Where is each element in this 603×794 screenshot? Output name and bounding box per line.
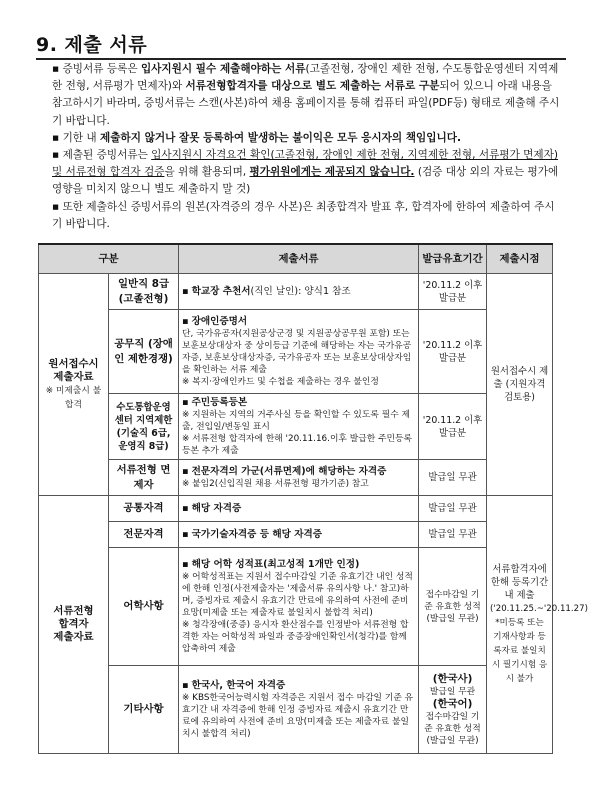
document-title: 주민등록등본 — [191, 397, 248, 408]
valid-heading: (한국사) — [432, 672, 473, 685]
valid-heading: (한국어) — [432, 697, 473, 710]
row-document: ▪ 주민등록등본 ※ 지원하는 지역의 거주사실 등을 확인할 수 있도록 필수 제출, 전입일/변동일 표시 ※ 서류전형 합격자에 한해 '20.11.16.이후 발급한 주민등록등본 추가 제출 — [179, 394, 419, 460]
row-valid-period: '20.11.2 이후 발급분 — [419, 394, 487, 460]
notice-text: 을 위해 활용되며, — [164, 166, 250, 179]
documents-table — [38, 243, 588, 754]
document-note: ※ 청각장애(중증) 응시자 환산점수를 인정받아 서류전형 합격한 자는 어학성적 파일과 중증장애인확인서(청각)를 함께 압축하여 제출 — [182, 620, 409, 654]
row-valid-period — [419, 666, 487, 754]
group-label: 제출자료 — [53, 370, 94, 383]
row-document: ▪ 전문자격의 가군(서류면제)에 해당하는 자격증 ※ 붙임2(신입직원 채용 서류전형 평가기준) 참고 — [179, 460, 419, 496]
document-note: ※ 복지·장애인카드 및 수첩을 제출하는 경우 불인정 — [182, 377, 379, 387]
row-subcategory: 공통자격 — [109, 496, 179, 522]
document-note: ※ 지원하는 지역의 거주사실 등을 확인할 수 있도록 필수 제출, 전입일/변동일 표시 — [182, 410, 411, 432]
notice-bold: 서류전형합격자를 대상으로 별도 제출하는 서류로 구분 — [185, 80, 440, 93]
document-note: ※ 어학성적표는 지원서 접수마감일 기준 유효기간 내인 성적에 한해 인정(사전제출자는 '제출서류 유의사항 나.' 참고)하며, 증빙자료 제출시 유효기간 만료에 유의하여 사전에 준비 요망(미제출 또는 제출자료 불일치시 불합격 처리) — [182, 572, 413, 618]
document-title: 해당 어학 성적표(최고성적 1개만 인정) — [191, 559, 360, 570]
table-row — [39, 310, 553, 394]
group-application-docs — [39, 274, 109, 496]
document-note: ※ 붙임2(신입직원 채용 서류전형 평가기준) 참고 — [182, 479, 369, 489]
row-subcategory: 어학사항 — [109, 548, 179, 666]
notice-item: ▪ 또한 제출하신 증빙서류의 원본(자격증의 경우 사본)은 최종합격자 발표 후, 합격자에 한하여 제출하여 주시기 바랍니다. — [52, 200, 555, 230]
document-title: 국가기술자격증 등 해당 자격증 — [191, 529, 323, 540]
document-title: 장애인증명서 — [191, 316, 248, 327]
header-valid-period: 발급유효기간 — [419, 244, 487, 274]
submit-note: *미등록 또는 기재사항과 등록자료 불일치시 필기시험 응시 불가 — [491, 618, 548, 684]
row-document: ▪ 한국사, 한국어 자격증 ※ KBS한국어능력시험 자격증은 지원서 접수 마감일 기준 유효기간 내 자격증에 한해 인정 증빙자료 제출시 유효기간 만료에 유의하여 사전에 준비 요망(미제출 또는 제출자료 불일치시 불합격 처리) — [179, 666, 419, 754]
notice-text: 기한 내 — [62, 131, 100, 144]
group-label: 원서접수시 — [48, 357, 99, 370]
section-title-rule — [36, 58, 566, 60]
group-label: 합격자 — [58, 618, 89, 630]
row-subcategory: 전문자격 — [109, 522, 179, 548]
row-subcategory: 일반직 8급 (고졸전형) — [109, 274, 179, 310]
document-title: 해당 자격증 — [191, 503, 242, 514]
row-subcategory: 공무직 (장애인 제한경쟁) — [109, 310, 179, 394]
row-document: ▪ 해당 자격증 — [179, 496, 419, 522]
notice-text: 또한 제출하신 증빙서류의 원본(자격증의 경우 사본)은 최종합격자 발표 후, 합격자에 한하여 제출하여 주시기 바랍니다. — [52, 200, 555, 230]
row-document: ▪ 해당 어학 성적표(최고성적 1개만 인정) ※ 어학성적표는 지원서 접수마감일 기준 유효기간 내인 성적에 한해 인정(사전제출자는 '제출서류 유의사항 나.' 참고)하며, 증빙자료 제출시 유효기간 만료에 유의하여 사전에 준비 요망(미제출 또는 제출자료 불일치시 불합격 처리) ※ 청각장애(중증) 응시자 환산점수를 인정받아 서류전형 합격한 자는 어학성적 파일과 중증장애인확인서(청각)를 함께 압축하여 제출 — [179, 548, 419, 666]
row-document: ▪ 장애인증명서 단, 국가유공자(지원공상군경 및 지원공상공무원 포함) 또는 보훈보상대상자 중 상이등급 기준에 해당하는 자는 국가유공자증, 보훈보상대상자증, 국가유공자 또는 보훈보상대상자임을 확인하는 서류 제출 ※ 복지·장애인카드 및 수첩을 제출하는 경우 불인정 — [179, 310, 419, 394]
document-note: ※ 서류전형 합격자에 한해 '20.11.16.이후 발급한 주민등록등본 추가 제출 — [182, 434, 413, 456]
table-row — [39, 666, 553, 754]
document-detail: (직인 날인): 양식1 참조 — [250, 286, 351, 297]
group-passed-docs — [39, 496, 109, 754]
table-row — [39, 274, 553, 310]
row-valid-period: 발급일 무관 — [419, 496, 487, 522]
header-submit-time: 제출시점 — [487, 244, 553, 274]
notice-underline: 입사지원시 자격요건 확인(고졸전형, 장애인 제한 전형, 지역제한 전형, 서류평가 면제자) 및 서류전형 합격자 검증 — [52, 149, 559, 179]
table-row — [39, 548, 553, 666]
notice-bold: 입사지원시 필수 제출해야하는 서류 — [140, 63, 306, 75]
valid-text: 접수마감일 기준 유효한 성적 (발급일 무관) — [424, 711, 481, 746]
group-note: ※ 미제출시 불합격 — [45, 385, 102, 410]
row-subcategory: 수도통합운영센터 지역제한 (기술직 6급, 운영직 8급) — [109, 394, 179, 460]
row-valid-period: 발급일 무관 — [419, 460, 487, 496]
notice-item: ▪ 기한 내 제출하지 않거나 잘못 등록하여 발생하는 불이익은 모두 응시자의 책임입니다. — [52, 131, 462, 144]
notice-bold: 평가위원에게는 제공되지 않습니다. — [249, 166, 415, 179]
notice-text: (고졸전형, 장애인 제한 전형, 수도통합운영센터 지역제한 전형, 서류평가 면제자)와 — [52, 63, 559, 93]
table-row — [39, 460, 553, 496]
notice-box — [52, 61, 562, 233]
section-title: 9. 제출 서류 — [36, 34, 148, 56]
header-category: 구분 — [39, 244, 179, 274]
row-subcategory: 서류전형 면제자 — [109, 460, 179, 496]
group-label: 제출자료 — [53, 631, 94, 643]
document-title: 학교장 추천서 — [191, 286, 251, 297]
table-header-row — [39, 244, 553, 274]
table-row — [39, 394, 553, 460]
document-title: 전문자격의 가군(서류면제)에 해당하는 자격증 — [191, 466, 387, 477]
document-title: 한국사, 한국어 자격증 — [191, 680, 286, 691]
notice-item: ▪ 증빙서류 등록은 입사지원시 필수 제출해야하는 서류(고졸전형, 장애인 제한 전형, 수도통합운영센터 지역제한 전형, 서류평가 면제자)와 서류전형합격자를 대상으로 별도 제출하는 서류로 구분되어 있으니 아래 내용을 참고하시기 바라며, 증빙서류는 스캔(사본)하여 채용 홈페이지를 통해 컴퓨터 파일(PDF등) 형태로 제출해 주시기 바랍니다. — [52, 63, 560, 127]
submit-period: ('20.11.25.~'20.11.27) — [490, 604, 588, 614]
row-valid-period: '20.11.2 이후 발급분 — [419, 310, 487, 394]
row-valid-period: 발급일 무관 — [419, 522, 487, 548]
table-row — [39, 496, 553, 522]
group1-submit-time: 원서접수시 제출 (지원자격 검토용) — [487, 274, 553, 496]
row-subcategory: 기타사항 — [109, 666, 179, 754]
submit-time-text: 서류합격자에 한해 등록기간내 제출 — [490, 564, 549, 601]
header-document: 제출서류 — [179, 244, 419, 274]
valid-text: 발급일 무관 — [429, 686, 476, 697]
row-valid-period: 접수마감일 기준 유효한 성적 (발급일 무관) — [419, 548, 487, 666]
notice-item: ▪ 제출된 증빙서류는 입사지원시 자격요건 확인(고졸전형, 장애인 제한 전형, 지역제한 전형, 서류평가 면제자) 및 서류전형 합격자 검증을 위해 활용되며, 평가위원에게는 제공되지 않습니다. (검증 대상 외의 자료는 평가에 영향을 미치지 않으니 별도 제출하지 말 것) — [52, 149, 559, 196]
notice-text: (검증 대상 외의 자료는 평가에 영향을 미치지 않으니 별도 제출하지 말 것) — [52, 166, 559, 196]
table-row — [39, 522, 553, 548]
notice-bold: 제출하지 않거나 잘못 등록하여 발생하는 불이익은 모두 응시자의 책임입니다. — [100, 131, 462, 144]
notice-text: 증빙서류 등록은 — [62, 63, 141, 75]
document-note: ※ KBS한국어능력시험 자격증은 지원서 접수 마감일 기준 유효기간 내 자격증에 한해 인정 증빙자료 제출시 유효기간 만료에 유의하여 사전에 준비 요망(미제출 또는 제출자료 불일치시 불합격 처리) — [182, 693, 414, 739]
group2-submit-time — [487, 496, 588, 754]
notice-text: 제출된 증빙서류는 — [62, 149, 152, 162]
group-label: 서류전형 — [53, 605, 94, 617]
row-document: ▪ 국가기술자격증 등 해당 자격증 — [179, 522, 419, 548]
row-valid-period: '20.11.2 이후 발급분 — [419, 274, 487, 310]
document-detail: 단, 국가유공자(지원공상군경 및 지원공상공무원 포함) 또는 보훈보상대상자 중 상이등급 기준에 해당하는 자는 국가유공자증, 보훈보상대상자증, 국가유공자 또는 보훈보상대상자임을 확인하는 서류 제출 — [182, 329, 412, 375]
notice-text: 되어 있으니 아래 내용을 참고하시기 바라며, 증빙서류는 스캔(사본)하여 채용 홈페이지를 통해 컴퓨터 파일(PDF등) 형태로 제출해 주시기 바랍니다. — [52, 80, 560, 127]
row-document: ▪ 학교장 추천서(직인 날인): 양식1 참조 — [179, 274, 419, 310]
